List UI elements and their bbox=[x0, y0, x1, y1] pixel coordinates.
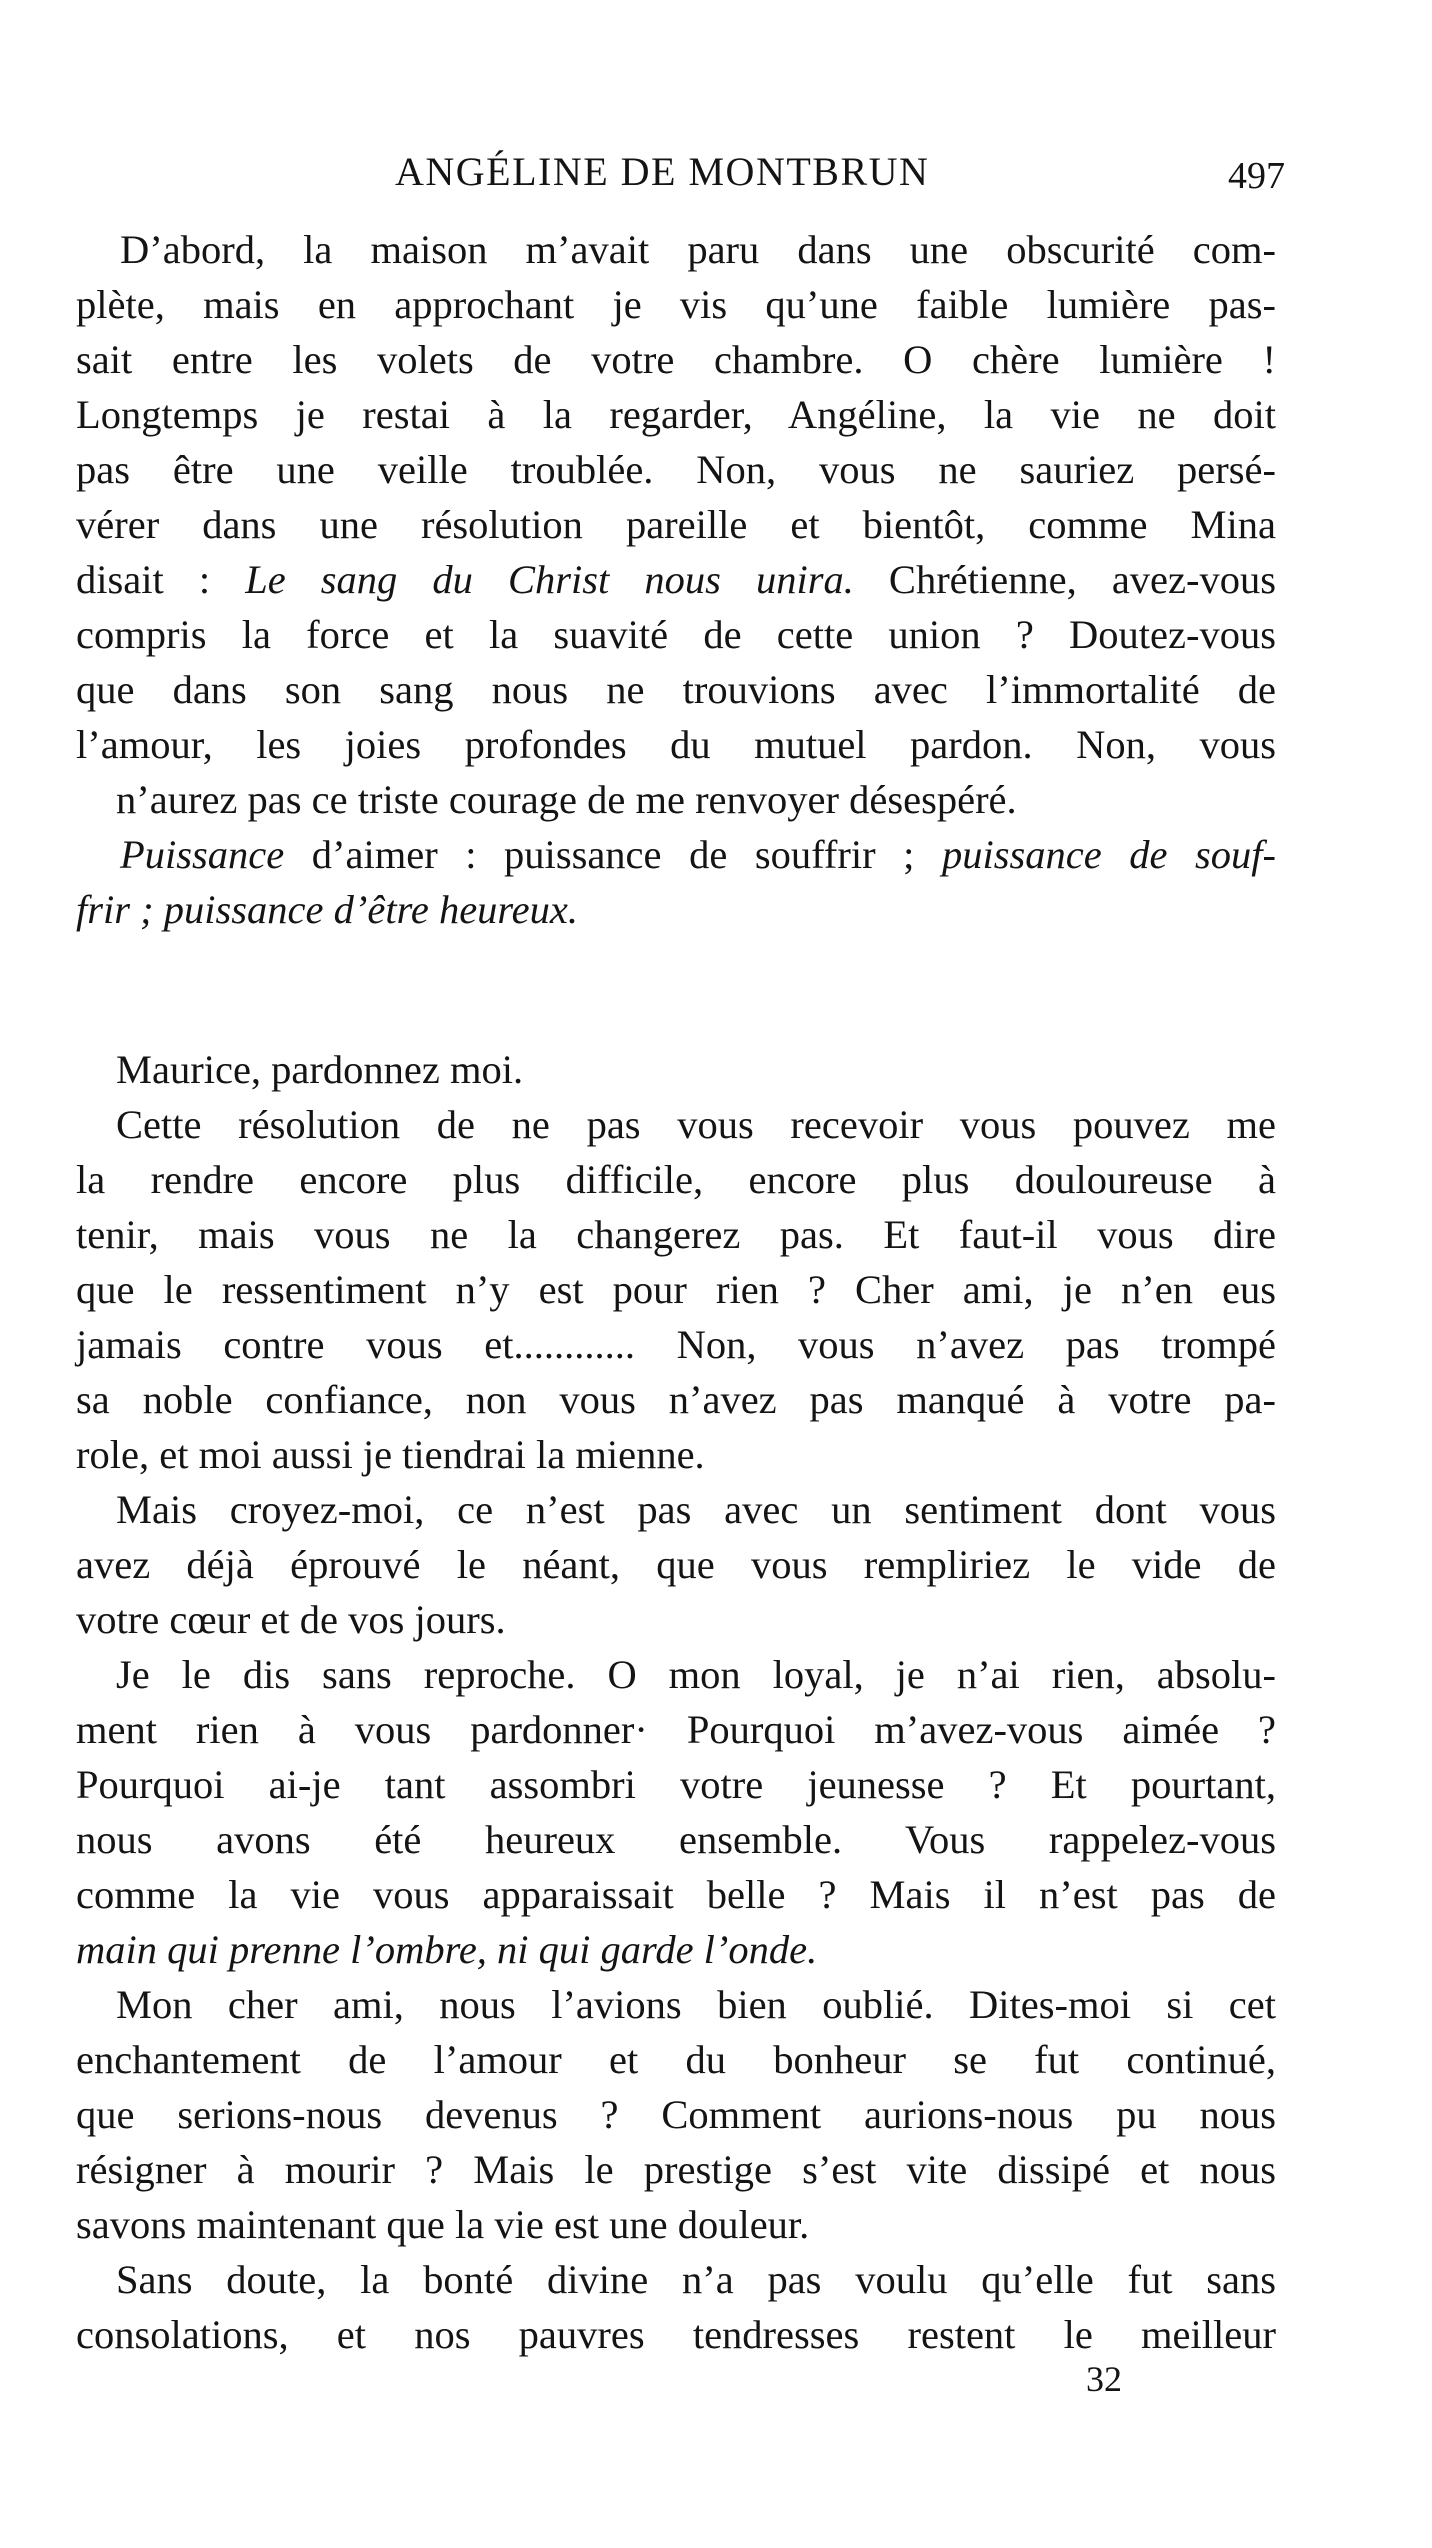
text-line: Longtemps je restai à la regarder, Angéline, la vie ne doit bbox=[76, 392, 1276, 437]
text-line: que serions-nous devenus ? Comment aurions-nous pu nous bbox=[76, 2092, 1276, 2137]
page-header bbox=[0, 148, 1432, 208]
text-line: votre cœur et de vos jours. bbox=[76, 1597, 506, 1642]
text-line: l’amour, les joies profondes du mutuel pardon. Non, vous bbox=[76, 722, 1276, 767]
text-line: Cette résolution de ne pas vous recevoir vous pouvez me bbox=[116, 1102, 1276, 1147]
section-spacer bbox=[76, 937, 1276, 975]
text-line: Mais croyez-moi, ce n’est pas avec un sentiment dont vous bbox=[116, 1487, 1276, 1532]
text-line: savons maintenant que la vie est une douleur. bbox=[76, 2202, 810, 2247]
text-line: sait entre les volets de votre chambre. O chère lumière ! bbox=[76, 337, 1276, 382]
text-line: compris la force et la suavité de cette union ? Doutez-vous bbox=[76, 612, 1276, 657]
text-line: frir ; puissance d’être heureux. bbox=[76, 887, 578, 932]
signature-mark: 32 bbox=[1086, 2359, 1122, 2399]
text-line bbox=[76, 552, 1276, 607]
italic-word: Puissance bbox=[120, 832, 285, 877]
text-line: Sans doute, la bonté divine n’a pas voulu qu’elle fut sans bbox=[116, 2257, 1276, 2302]
text-line: Mon cher ami, nous l’avions bien oublié. Dites-moi si cet bbox=[116, 1982, 1276, 2027]
page-number: 497 bbox=[1228, 155, 1285, 197]
body-text bbox=[76, 222, 1276, 2362]
text-line: que dans son sang nous ne trouvions avec l’immortalité de bbox=[76, 667, 1276, 712]
text-line: que le ressentiment n’y est pour rien ? Cher ami, je n’en eus bbox=[76, 1267, 1276, 1312]
text-line: jamais contre vous et............ Non, vous n’avez pas trompé bbox=[76, 1322, 1276, 1367]
text-line: vérer dans une résolution pareille et bientôt, comme Mina bbox=[76, 502, 1276, 547]
text-line: résigner à mourir ? Mais le prestige s’est vite dissipé et nous bbox=[76, 2147, 1276, 2192]
text-line: pas être une veille troublée. Non, vous ne sauriez persé- bbox=[76, 447, 1276, 492]
text-line: Maurice, pardonnez moi. bbox=[116, 1047, 524, 1092]
text-line: main qui prenne l’ombre, ni qui garde l’onde. bbox=[76, 1927, 818, 1972]
running-title: ANGÉLINE DE MONTBRUN bbox=[395, 149, 930, 194]
text-line: D’abord, la maison m’avait paru dans une obscurité com- bbox=[120, 227, 1276, 272]
heading-spacer bbox=[76, 1030, 1276, 1042]
italic-phrase: puissance de souf- bbox=[941, 832, 1276, 877]
text-span: d’aimer : puissance de souffrir ; bbox=[284, 832, 942, 877]
text-line: comme la vie vous apparaissait belle ? Mais il n’est pas de bbox=[76, 1872, 1276, 1917]
text-line: ment rien à vous pardonner· Pourquoi m’avez-vous aimée ? bbox=[76, 1707, 1276, 1752]
text-line: nous avons été heureux ensemble. Vous rappelez-vous bbox=[76, 1817, 1276, 1862]
letter-heading bbox=[76, 975, 1276, 1030]
text-line: consolations, et nos pauvres tendresses restent le meilleur bbox=[76, 2312, 1276, 2357]
text-line: avez déjà éprouvé le néant, que vous rempliriez le vide de bbox=[76, 1542, 1276, 1587]
text-line: role, et moi aussi je tiendrai la mienne. bbox=[76, 1432, 705, 1477]
text-line: tenir, mais vous ne la changerez pas. Et faut-il vous dire bbox=[76, 1212, 1276, 1257]
text-line: enchantement de l’amour et du bonheur se fut continué, bbox=[76, 2037, 1276, 2082]
text-line bbox=[76, 827, 1276, 882]
text-span: disait : bbox=[76, 557, 246, 602]
italic-quote: Le sang du Christ nous unira. bbox=[245, 557, 854, 602]
text-line: la rendre encore plus difficile, encore plus douloureuse à bbox=[76, 1157, 1276, 1202]
text-line: plète, mais en approchant je vis qu’une faible lumière pas- bbox=[76, 282, 1276, 327]
text-line: n’aurez pas ce triste courage de me renvoyer désespéré. bbox=[116, 777, 1017, 822]
text-span: Chrétienne, avez-vous bbox=[853, 557, 1277, 602]
text-line: sa noble confiance, non vous n’avez pas manqué à votre pa- bbox=[76, 1377, 1276, 1422]
text-line: Je le dis sans reproche. O mon loyal, je n’ai rien, absolu- bbox=[116, 1652, 1276, 1697]
text-line: Pourquoi ai-je tant assombri votre jeunesse ? Et pourtant, bbox=[76, 1762, 1276, 1807]
